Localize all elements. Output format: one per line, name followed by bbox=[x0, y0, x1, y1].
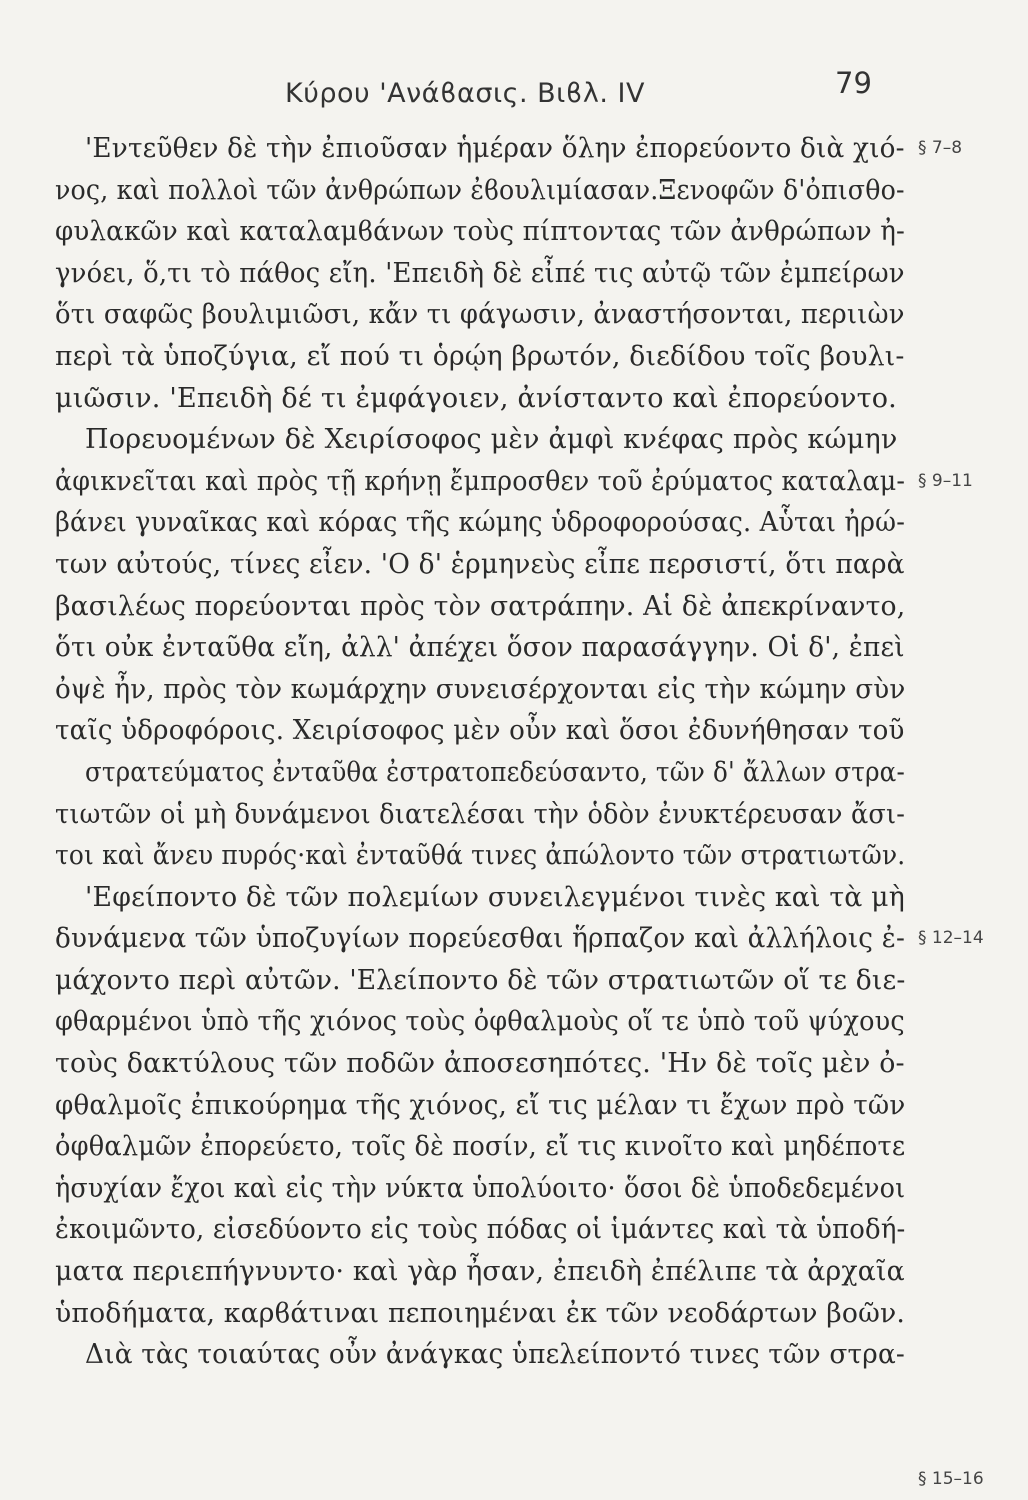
text-line bbox=[55, 710, 905, 752]
text-line bbox=[55, 1209, 905, 1251]
text-line-content: ἀφικνεῖται καὶ πρὸς τῇ κρήνῃ ἔμπροσθεν τοῦ ἐρύματος καταλαμ- bbox=[55, 465, 906, 497]
running-head: Κύρου 'Ανάϐασις. Βιϐλ. IV bbox=[285, 78, 645, 109]
text-line-content: περὶ τὰ ὑποζύγια, εἴ πού τι ὁρῴη βρωτόν, διεδίδου τοῖς βουλι- bbox=[55, 340, 905, 372]
text-line bbox=[55, 752, 905, 794]
text-line-content: Διὰ τὰς τοιαύτας οὖν ἀνάγκας ὑπελείποντό τινες τῶν στρα- bbox=[85, 1339, 905, 1371]
text-line bbox=[55, 461, 905, 503]
text-line bbox=[55, 960, 905, 1002]
text-line bbox=[55, 1334, 905, 1376]
text-line-content: ὀφθαλμῶν ἐπορεύετο, τοῖς δὲ ποσίν, εἴ τις κινοῖτο καὶ μηδέποτε bbox=[55, 1131, 906, 1163]
text-line-content: βασιλέως πορεύονται πρὸς τὸν σατράπην. Αἱ δὲ ἀπεκρίναντο, bbox=[55, 590, 906, 622]
text-line bbox=[55, 1043, 905, 1085]
text-line bbox=[55, 211, 905, 253]
text-line-content: τοι καὶ ἄνευ πυρός·καὶ ἐνταῦθά τινες ἀπώλοντο τῶν στρατιωτῶν. bbox=[55, 840, 906, 872]
text-line bbox=[55, 544, 905, 586]
text-line-content: ὑποδήματα, καρϐάτιναι πεποιημέναι ἐκ τῶν νεοδάρτων βοῶν. bbox=[55, 1297, 906, 1329]
text-line-content: δυνάμενα τῶν ὑποζυγίων πορεύεσθαι ἥρπαζον καὶ ἀλλήλοις ἐ- bbox=[55, 923, 906, 955]
text-line bbox=[55, 502, 905, 544]
text-line-content: γνόει, ὅ,τι τὸ πάθος εἴη. 'Επειδὴ δὲ εἶπέ τις αὐτῷ τῶν ἐμπείρων bbox=[55, 257, 905, 289]
section-reference: § 7–8 bbox=[918, 138, 963, 158]
text-line-content: φθαρμένοι ὑπὸ τῆς χιόνος τοὺς ὀφθαλμοὺς οἵ τε ὑπὸ τοῦ ψύχους bbox=[55, 1006, 905, 1038]
text-line-content: ὅτι σαφῶς βουλιμιῶσι, κἄν τι φάγωσιν, ἀναστήσονται, περιιὼν bbox=[55, 299, 905, 331]
text-line bbox=[55, 1001, 905, 1043]
text-line bbox=[55, 877, 905, 919]
text-line bbox=[55, 794, 905, 836]
text-line-content: φθαλμοῖς ἐπικούρημα τῆς χιόνος, εἴ τις μέλαν τι ἔχων πρὸ τῶν bbox=[55, 1089, 906, 1121]
text-line-content: 'Εντεῦθεν δὲ τὴν ἐπιοῦσαν ἡμέραν ὅλην ἐπορεύοντο διὰ χιό- bbox=[85, 133, 905, 164]
main-text bbox=[55, 128, 905, 1376]
section-reference: § 9–11 bbox=[918, 470, 973, 491]
text-line bbox=[55, 294, 905, 336]
text-line bbox=[55, 253, 905, 295]
text-line: Πορευομένων δὲ Χειρίσοφος μὲν ἀμφὶ κνέφας πρὸς κώμην bbox=[85, 424, 898, 456]
text-line bbox=[55, 1293, 905, 1335]
text-line bbox=[55, 627, 905, 669]
text-line-content: ταῖς ὑδροφόροις. Χειρίσοφος μὲν οὖν καὶ ὅσοι ἐδυνήθησαν τοῦ bbox=[55, 715, 905, 747]
text-line-content: φυλακῶν καὶ καταλαμϐάνων τοὺς πίπτοντας τῶν ἀνθρώπων ἠ- bbox=[55, 216, 906, 248]
text-line-content: τοὺς δακτύλους τῶν ποδῶν ἀποσεσηπότες. 'Ην δὲ τοῖς μὲν ὀ- bbox=[55, 1048, 905, 1080]
text-line bbox=[55, 669, 905, 711]
text-line-content: ὅτι οὐκ ἐνταῦθα εἴη, ἀλλ' ἀπέχει ὅσον παρασάγγην. Οἱ δ', ἐπεὶ bbox=[55, 632, 905, 664]
text-line bbox=[55, 170, 905, 212]
text-line bbox=[55, 918, 905, 960]
text-line-content: μάχοντο περὶ αὐτῶν. 'Ελείποντο δὲ τῶν στρατιωτῶν οἵ τε διε- bbox=[55, 964, 906, 996]
text-line bbox=[55, 835, 905, 877]
text-line-content: 'Εφείποντο δὲ τῶν πολεμίων συνειλεγμένοι τινὲς καὶ τὰ μὴ bbox=[85, 881, 905, 913]
text-line bbox=[55, 1251, 905, 1293]
text-line-content: ἐκοιμῶντο, εἰσεδύοντο εἰς τοὺς πόδας οἱ ἱμάντες καὶ τὰ ὑποδή- bbox=[55, 1214, 906, 1246]
text-line bbox=[55, 336, 905, 378]
section-reference: § 12–14 bbox=[918, 928, 984, 949]
text-line-content: τιωτῶν οἱ μὴ δυνάμενοι διατελέσαι τὴν ὁδὸν ἐνυκτέρευσαν ἄσι- bbox=[55, 798, 906, 830]
text-line-content: των αὐτούς, τίνες εἶεν. 'Ο δ' ἑρμηνεὺς εἶπε περσιστί, ὅτι παρὰ bbox=[55, 548, 905, 580]
text-line bbox=[55, 586, 905, 628]
text-line-content: βάνει γυναῖκας καὶ κόρας τῆς κώμης ὑδροφορούσας. Αὗται ἠρώ- bbox=[55, 507, 906, 539]
text-line bbox=[55, 1085, 905, 1127]
text-line-content: ὀψὲ ἦν, πρὸς τὸν κωμάρχην συνεισέρχονται εἰς τὴν κώμην σὺν bbox=[55, 673, 906, 705]
text-line bbox=[55, 1168, 905, 1210]
page-number: 79 bbox=[835, 66, 872, 100]
section-reference: § 15–16 bbox=[918, 1469, 984, 1490]
text-line-content: νος, καὶ πολλοὶ τῶν ἀνθρώπων ἐϐουλιμίασαν.Ξενοφῶν δ'ὀπισθο- bbox=[55, 174, 905, 206]
text-line bbox=[55, 1126, 905, 1168]
text-line-content: στρατεύματος ἐνταῦθα ἐστρατοπεδεύσαντο, τῶν δ' ἄλλων στρα- bbox=[85, 756, 905, 788]
text-line bbox=[55, 128, 905, 170]
text-line: μιῶσιν. 'Επειδὴ δέ τι ἐμφάγοιεν, ἀνίσταντο καὶ ἐπορεύοντο. bbox=[55, 382, 897, 414]
text-line-content: ἡσυχίαν ἔχοι καὶ εἰς τὴν νύκτα ὑπολύοιτο· ὅσοι δὲ ὑποδεδεμένοι bbox=[55, 1172, 906, 1204]
text-line-content: ματα περιεπήγνυντο· καὶ γὰρ ἦσαν, ἐπειδὴ ἐπέλιπε τὰ ἀρχαῖα bbox=[55, 1256, 905, 1288]
